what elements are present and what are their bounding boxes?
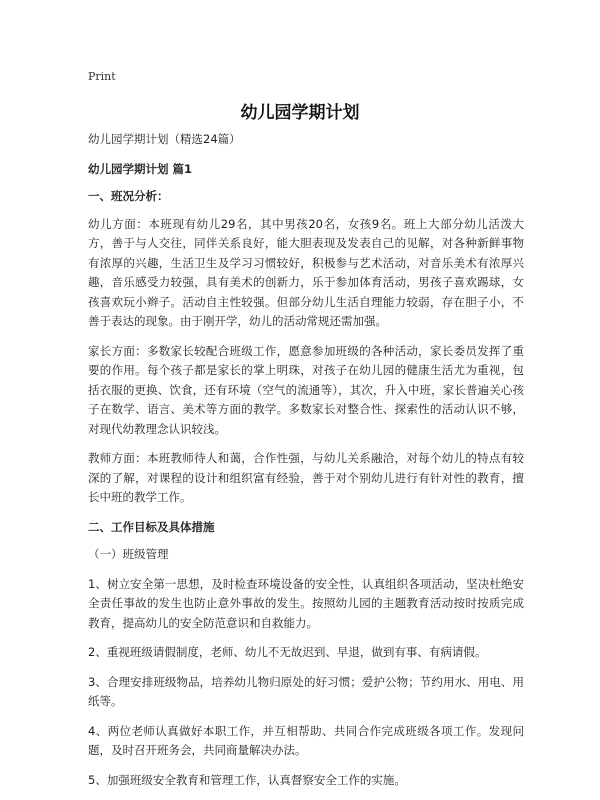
print-link[interactable]: Print [88,70,116,83]
article-title: 幼儿园学期计划 篇1 [88,161,193,176]
paragraph-children: 幼儿方面：本班现有幼儿29名，其中男孩20名，女孩9名。班上大部分幼儿活泼大方，善于与人交往，同伴关系良好，能大胆表现及发表自己的见解，对各种新鲜事物有浓厚的兴趣，生活卫生及学习习惯较好，积极参与艺术活动，对音乐美术有浓厚兴趣，音乐感受力较强，具有美术的创新力，乐于参加体育活动，男孩子喜欢踢球，女孩喜欢玩小辫子。活动自主性较强。但部分幼儿生活自理能力较弱，存在胆子小，不善于表达的现象。由于刚开学，幼儿的活动常规还需加强。 [88,216,524,328]
list-item: 2、重视班级请假制度，老师、幼儿不无故迟到、早退，做到有事、有病请假。 [88,645,487,659]
document-body [88,130,524,800]
section-heading-class-analysis: 一、班况分析： [88,189,169,203]
list-item: 1、树立安全第一思想，及时检查环境设备的安全性，认真组织各项活动，坚决杜绝安全责任事故的发生也防止意外事故的发生。按照幼儿园的主题教育活动按时按质完成教育，提高幼儿的安全防范意识和自救能力。 [88,576,524,630]
document-subtitle: 幼儿园学期计划（精选24篇） [88,132,241,146]
page-title: 幼儿园学期计划 [240,103,360,123]
list-item: 5、加强班级安全教育和管理工作，认真督察安全工作的实施。 [88,772,406,787]
list-item: 4、两位老师认真做好本职工作，并互相帮助、共同合作完成班级各项工作。发现问题，及时召开班务会，共同商量解决办法。 [88,723,524,757]
paragraph-parents: 家长方面：多数家长较配合班级工作，愿意参加班级的各种活动，家长委员发挥了重要的作用。每个孩子都是家长的掌上明珠，对孩子在幼儿园的健康生活尤为重视，包括衣服的更换、饮食，还有环境（空气的流通等），其次，升入中班，家长普遍关心孩子在数学、语言、美术等方面的教学。多数家长对整合性、探索性的活动认识不够，对现代幼教理念认识较浅。 [88,343,524,436]
list-item: 3、合理安排班级物品，培养幼儿物归原处的好习惯；爱护公物；节约用水、用电、用纸等。 [88,674,524,708]
subsection-heading-class-management: （一）班级管理 [88,547,169,561]
section-heading-goals: 二、工作目标及具体措施 [88,519,215,534]
paragraph-teachers: 教师方面：本班教师待人和蔼，合作性强，与幼儿关系融洽，对每个幼儿的特点有较深的了解，对课程的设计和组织富有经验，善于对个别幼儿进行有针对性的教育，擅长中班的教学工作。 [88,451,524,504]
